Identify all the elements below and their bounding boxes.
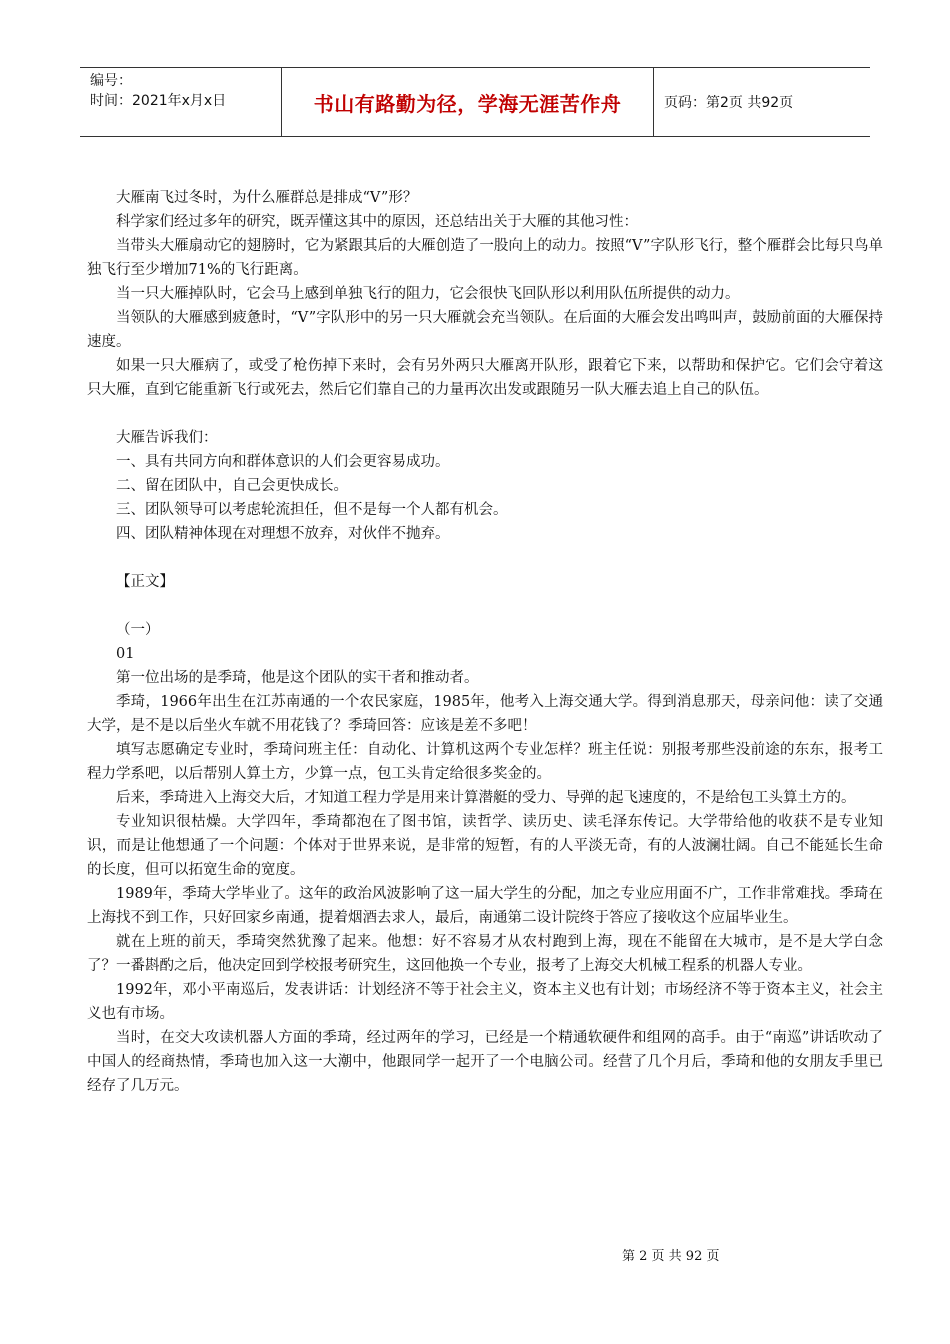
lesson-item: 三、团队领导可以考虑轮流担任，但不是每一个人都有机会。 (116, 502, 508, 518)
paragraph: 如果一只大雁病了，或受了枪伤掉下来时，会有另外两只大雁离开队形，跟着它下来，以帮助和保护它。它们会守着这只大雁，直到它能重新飞行或死去，然后它们靠自己的力量再次出发或跟随另一队大雁去追上自己的队伍。 (87, 358, 883, 398)
paragraph: 季琦，1966年出生在江苏南通的一个农民家庭，1985年，他考入上海交通大学。得到消息那天，母亲问他：读了交通大学，是不是以后坐火车就不用花钱了？季琦回答：应该是差不多吧！ (87, 694, 883, 734)
document-number-label: 编号： (90, 73, 132, 89)
paragraph: 专业知识很枯燥。大学四年，季琦都泡在了图书馆，读哲学、读历史、读毛泽东传记。大学带给他的收获不是专业知识，而是让他想通了一个问题：个体对于世界来说，是非常的短暂，有的人平淡无奇，有的人波澜壮阔。自己不能延长生命的长度，但可以拓宽生命的宽度。 (87, 814, 883, 878)
paragraph: 科学家们经过多年的研究，既弄懂这其中的原因，还总结出关于大雁的其他习性： (116, 214, 638, 230)
paragraph: 填写志愿确定专业时，季琦问班主任：自动化、计算机这两个专业怎样？班主任说：别报考那些没前途的东东，报考工程力学系吧，以后帮别人算土方，少算一点，包工头肯定给很多奖金的。 (87, 742, 883, 782)
spacer (87, 402, 883, 426)
part-label: （一） (116, 622, 160, 638)
header-page-info: 页码：第2页 共92页 (664, 95, 794, 111)
paragraph: 1992年，邓小平南巡后，发表讲话：计划经济不等于社会主义，资本主义也有计划；市场经济不等于资本主义，社会主义也有市场。 (87, 982, 883, 1022)
document-time-label: 时间：2021年x月x日 (90, 93, 227, 109)
lesson-item: 一、具有共同方向和群体意识的人们会更容易成功。 (116, 454, 450, 470)
paragraph: 当带头大雁扇动它的翅膀时，它为紧跟其后的大雁创造了一股向上的动力。按照“V”字队形飞行，整个雁群会比每只鸟单独飞行至少增加71%的飞行距离。 (87, 238, 883, 278)
spacer (87, 546, 883, 570)
paragraph: 当时，在交大攻读机器人方面的季琦，经过两年的学习，已经是一个精通软硬件和组网的高手。由于“南巡”讲话吹动了中国人的经商热情，季琦也加入这一大潮中，他跟同学一起开了一个电脑公司。经营了几个月后，季琦和他的女朋友手里已经存了几万元。 (87, 1030, 883, 1094)
page-header (80, 67, 870, 137)
part-number: 01 (116, 646, 135, 662)
section-title: 【正文】 (116, 574, 174, 590)
paragraph: 大雁南飞过冬时，为什么雁群总是排成“V”形？ (116, 190, 418, 206)
paragraph: 1989年，季琦大学毕业了。这年的政治风波影响了这一届大学生的分配，加之专业应用面不广，工作非常难找。季琦在上海找不到工作，只好回家乡南通，提着烟酒去求人，最后，南通第二设计院终于答应了接收这个应届毕业生。 (87, 886, 883, 926)
paragraph: 当领队的大雁感到疲惫时，“V”字队形中的另一只大雁就会充当领队。在后面的大雁会发出鸣叫声，鼓励前面的大雁保持速度。 (87, 310, 883, 350)
paragraph: 第一位出场的是季琦，他是这个团队的实干者和推动者。 (116, 670, 479, 686)
paragraph: 就在上班的前天，季琦突然犹豫了起来。他想：好不容易才从农村跑到上海，现在不能留在大城市，是不是大学白念了？一番斟酌之后，他决定回到学校报考研究生，这回他换一个专业，报考了上海交大机械工程系的机器人专业。 (87, 934, 883, 974)
document-body (87, 186, 883, 1098)
paragraph: 后来，季琦进入上海交大后，才知道工程力学是用来计算潜艇的受力、导弹的起飞速度的，不是给包工头算土方的。 (116, 790, 856, 806)
spacer (87, 594, 883, 618)
paragraph: 当一只大雁掉队时，它会马上感到单独飞行的阻力，它会很快飞回队形以利用队伍所提供的动力。 (116, 286, 740, 302)
lessons-title: 大雁告诉我们： (116, 430, 218, 446)
lesson-item: 四、团队精神体现在对理想不放弃，对伙伴不抛弃。 (116, 526, 450, 542)
page-footer: 第 2 页 共 92 页 (622, 1249, 720, 1264)
header-motto: 书山有路勤为径，学海无涯苦作舟 (281, 68, 654, 136)
lesson-item: 二、留在团队中，自己会更快成长。 (116, 478, 348, 494)
header-meta (80, 68, 281, 136)
